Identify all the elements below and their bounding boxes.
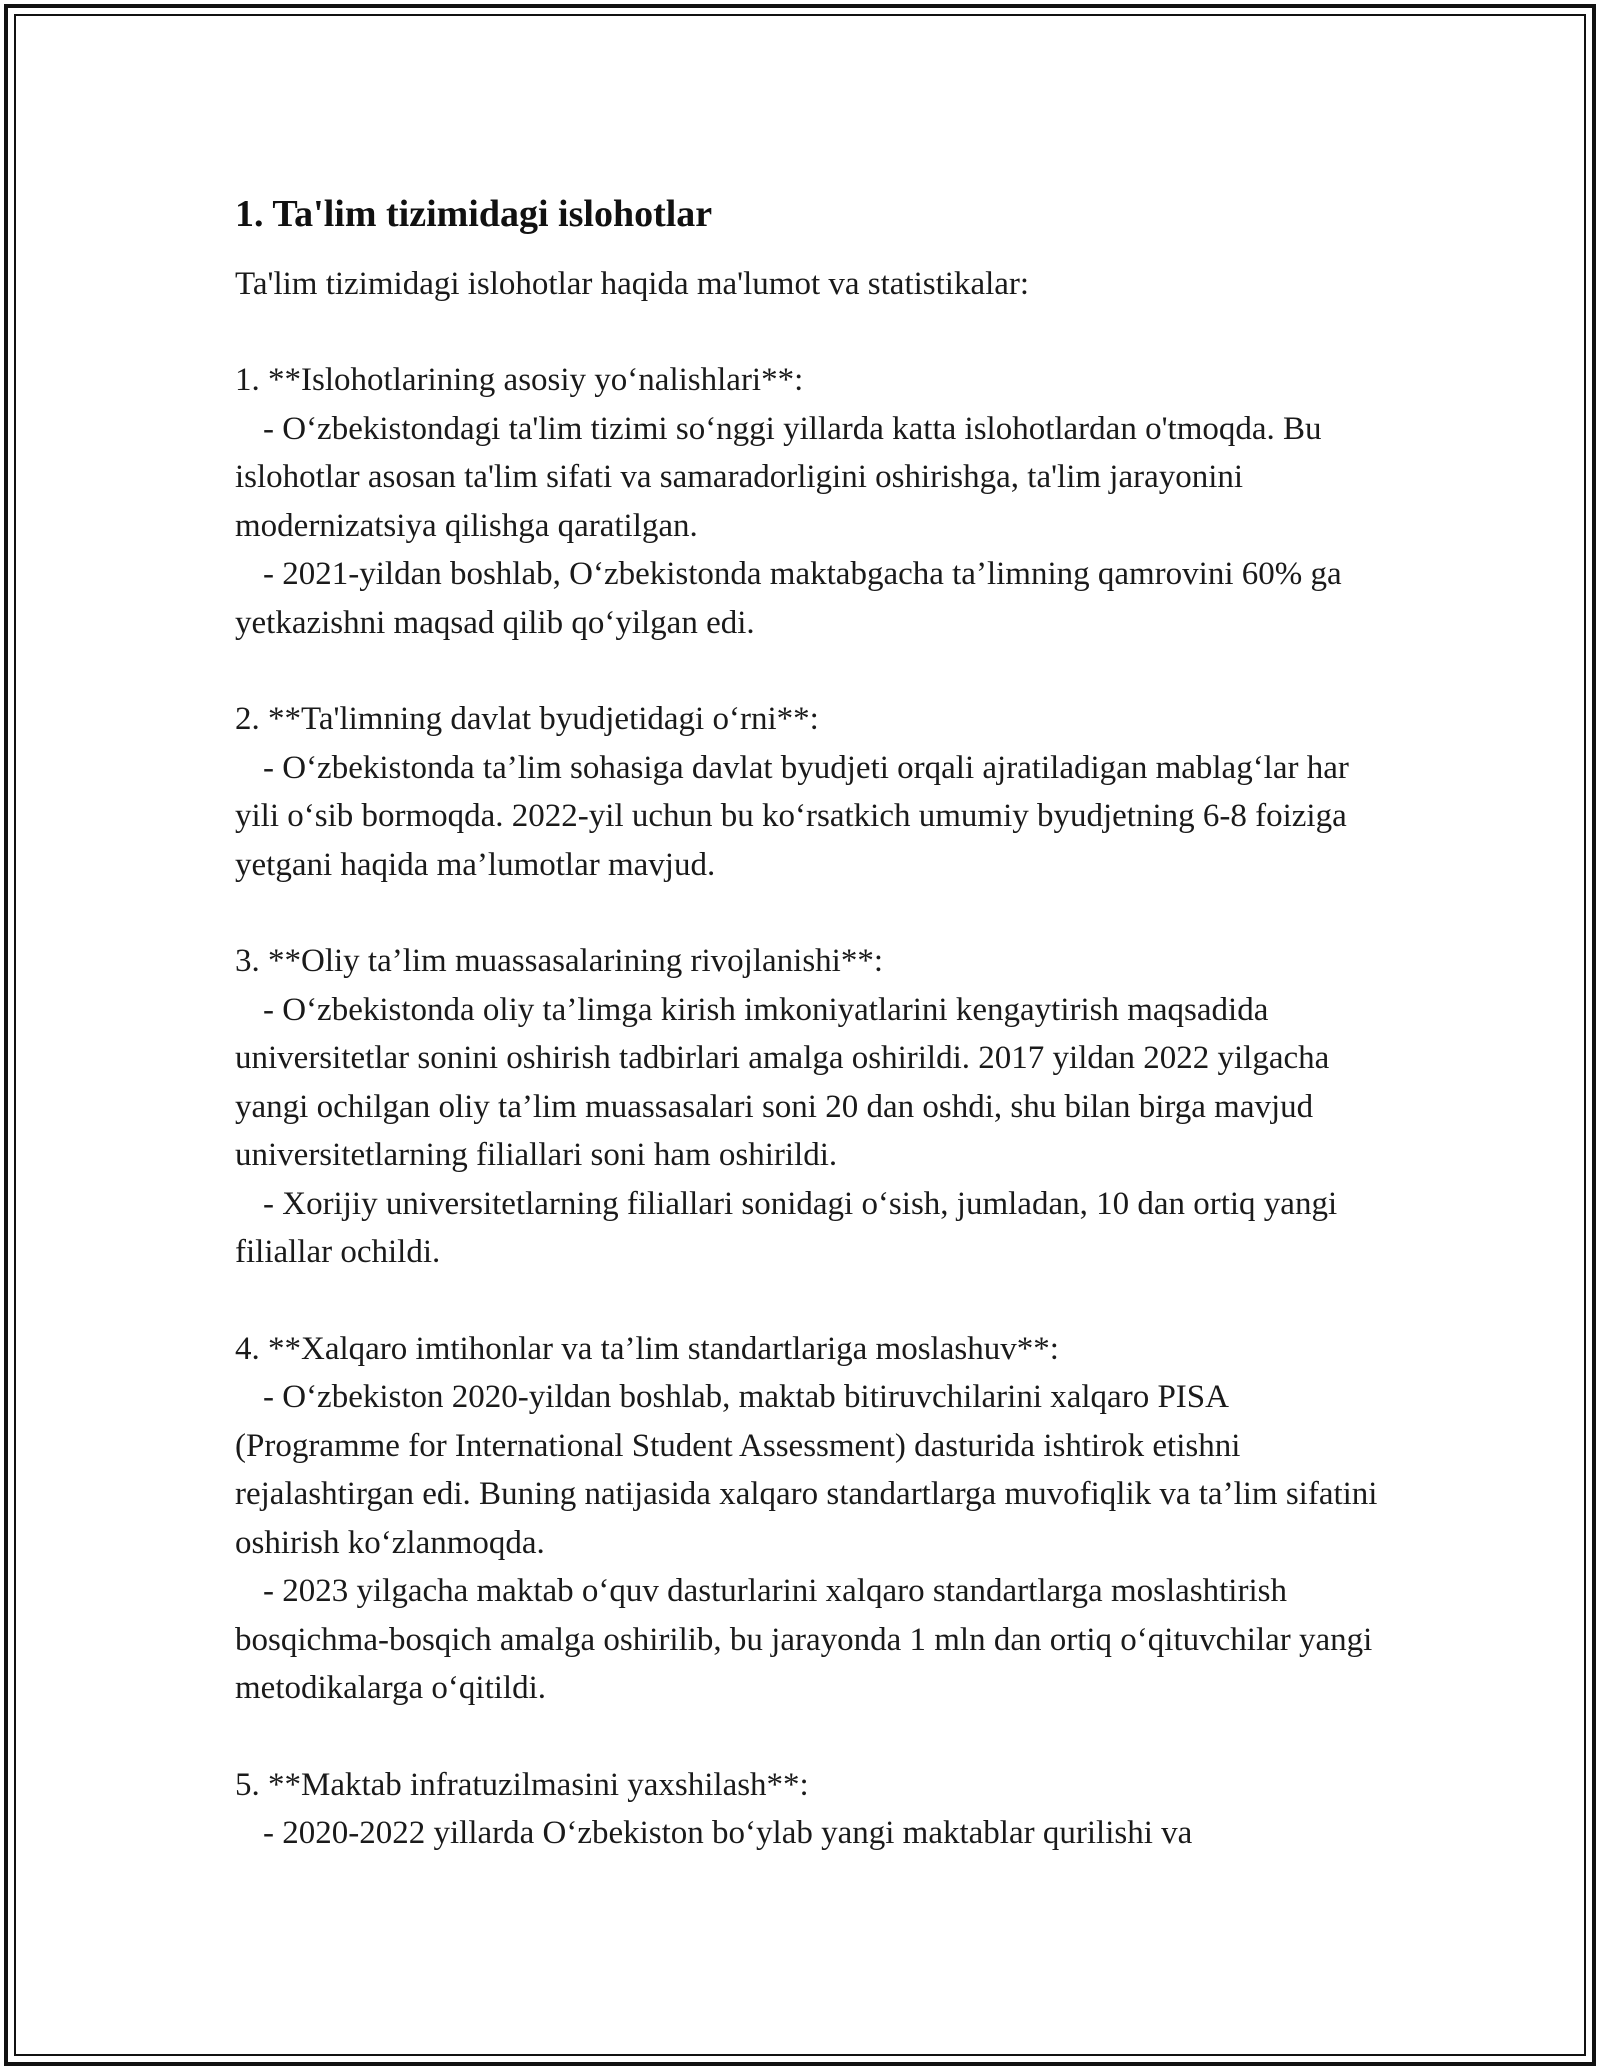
bullet-item: - O‘zbekiston 2020-yildan boshlab, maktab bitiruvchilarini xalqaro PISA (Programme for International Student Assessment) dasturida ishtirok etishni rejalashtirgan edi. Buning natijasida xalqaro standartlarga muvofiqlik va ta’lim sifatini oshirish ko‘zlanmoqda. [235,1379,1378,1561]
section-5 [235,1761,1395,1858]
section-title: 4. **Xalqaro imtihonlar va ta’lim standartlariga moslashuv**: [235,1330,1059,1367]
bullet-item: - O‘zbekistondagi ta'lim tizimi so‘nggi yillarda katta islohotlardan o'tmoqda. Bu islohotlar asosan ta'lim sifati va samaradorligini oshirishga, ta'lim jarayonini modernizatsiya qilishga qaratilgan. [235,410,1322,544]
bullet-item: - 2023 yilgacha maktab o‘quv dasturlarini xalqaro standartlarga moslashtirish bosqichma-bosqich amalga oshirilib, bu jarayonda 1 mln dan ortiq o‘qituvchilar yangi metodikalarga o‘qitildi. [235,1573,1373,1706]
section-title: 3. **Oliy ta’lim muassasalarining rivojlanishi**: [235,943,883,979]
bullet-item: - Xorijiy universitetlarning filiallari sonidagi o‘sish, jumladan, 10 dan ortiq yangi filiallar ochildi. [235,1185,1338,1270]
section-1 [235,356,1395,647]
section-4 [235,1325,1395,1713]
section-title: 2. **Ta'limning davlat byudjetidagi o‘rni**: [235,701,819,737]
section-2 [235,695,1395,889]
bullet-item: - 2021-yildan boshlab, O‘zbekistonda maktabgacha ta’limning qamrovini 60% ga yetkazishni maqsad qilib qo‘yilgan edi. [235,556,1342,641]
section-title: 1. **Islohotlarining asosiy yo‘nalishlari**: [235,362,804,398]
bullet-item: - O‘zbekistonda oliy ta’limga kirish imkoniyatlarini kengaytirish maqsadida universitetlar sonini oshirish tadbirlari amalga oshirildi. 2017 yildan 2022 yilgacha yangi ochilgan oliy ta’lim muassasalari soni 20 dan oshdi, shu bilan birga mavjud universitetlarning filiallari soni ham oshirildi. [235,991,1330,1173]
section-3 [235,937,1395,1277]
bullet-item: - 2020-2022 yillarda O‘zbekiston bo‘ylab yangi maktablar qurilishi va [263,1815,1193,1851]
page-title: 1. Ta'lim tizimidagi islohotlar [235,193,713,235]
intro-paragraph: Ta'lim tizimidagi islohotlar haqida ma'lumot va statistikalar: [235,266,1030,302]
document-body [235,190,1395,1858]
bullet-item: - O‘zbekistonda ta’lim sohasiga davlat byudjeti orqali ajratiladigan mablag‘lar har yili o‘sib bormoqda. 2022-yil uchun bu ko‘rsatkich umumiy byudjetning 6-8 foiziga yetgani haqida ma’lumotlar mavjud. [235,749,1349,883]
section-title: 5. **Maktab infratuzilmasini yaxshilash**: [235,1766,809,1803]
